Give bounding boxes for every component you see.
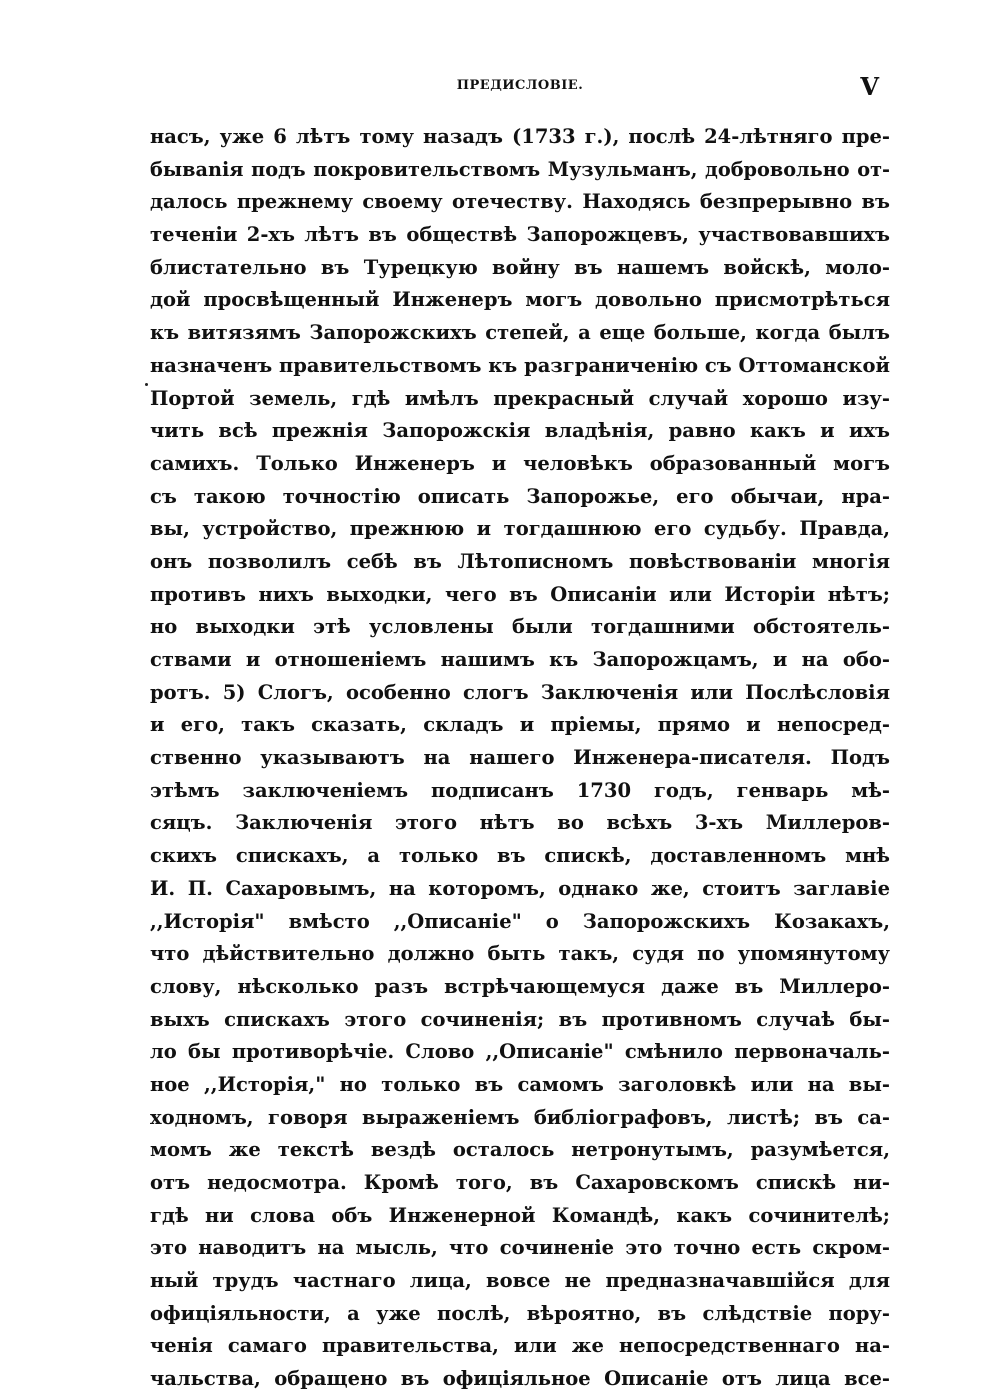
margin-mark [145,383,148,386]
text-line: противъ нихъ выходки, чего въ Описаніи или Исторіи нѣтъ; [150,582,890,606]
text-line: ствами и отношеніемъ нашимъ къ Запорожцамъ, и на обо- [150,648,890,671]
page-number: V [860,72,879,101]
text-line: блистательно въ Турецкую войну въ нашемъ войскѣ, моло- [150,255,890,279]
text-line: отъ недосмотра. Кромѣ того, въ Сахаровскомъ спискѣ ни- [150,1171,890,1194]
body-text [150,121,890,1396]
text-line: что дѣйствительно должно быть такъ, судя по упомянутому [150,942,890,966]
text-line: ное ,,Исторія," но только въ самомъ заголовкѣ или на вы- [150,1072,890,1096]
text-line: ло бы противорѣчіе. Слово ,,Описаніе" смѣнило первоначаль- [150,1040,890,1064]
text-line: ходномъ, говоря выраженіемъ библіографовъ, листѣ; въ са- [150,1105,890,1129]
text-line: чить всѣ прежнія Запорожскія владѣнія, равно какъ и ихъ [150,419,890,443]
text-line: ченія самаго правительства, или же непосредственнаго на- [150,1334,890,1358]
text-line: самихъ. Только Инженеръ и человѣкъ образованный могъ [150,451,890,475]
text-line: насъ, уже 6 лѣтъ тому назадъ (1733 г.), послѣ 24-лѣтняго пре- [150,125,890,148]
text-line: ,,Исторія" вмѣсто ,,Описаніе" о Запорожскихъ Козакахъ, [150,909,890,933]
text-line: ротъ. 5) Слогъ, особенно слогъ Заключенія или Послѣсловія [150,680,890,704]
text-line: дой просвѣщенный Инженеръ могъ довольно присмотрѣться [150,288,890,312]
text-line: И. П. Сахаровымъ, на которомъ, однако же, стоитъ заглавіе [150,876,890,900]
text-line: теченіи 2-хъ лѣтъ въ обществѣ Запорожцевъ, участвовавшихъ [150,223,890,247]
text-line: офиціяльности, а уже послѣ, вѣроятно, въ слѣдствіе пору- [150,1301,890,1325]
text-line: съ такою точностію описать Запорожье, его обычаи, нра- [150,484,890,508]
text-line: далось прежнему своему отечеству. Находясь безпрерывно въ [150,190,890,214]
text-line: Портой земель, гдѣ имѣлъ прекрасный случай хорошо изу- [150,386,890,410]
text-line: къ витязямъ Запорожскихъ степей, а еще больше, когда былъ [150,321,890,345]
text-line: чальства, обращено въ офиціяльное Описаніе отъ лица все- [150,1367,890,1391]
text-line: скихъ спискахъ, а только въ спискѣ, доставленномъ мнѣ [150,844,890,868]
text-line: момъ же текстѣ вездѣ осталось нетронутымъ, разумѣется, [150,1138,890,1162]
text-line: слову, нѣсколько разъ встрѣчающемуся даже въ Миллеро- [150,974,890,998]
text-line: и его, такъ сказать, складъ и пріемы, прямо и непосред- [150,713,890,737]
text-line: бываnія подъ покровительствомъ Музульманъ, добровольно от- [150,157,890,181]
text-line: ственно указываютъ на нашего Инженера-писателя. Подъ [150,746,890,770]
text-line: ный трудъ частнаго лица, вовсе не предназначавшійся для [150,1269,890,1293]
text-line: выхъ спискахъ этого сочиненія; въ противномъ случаѣ бы- [150,1007,890,1031]
running-title: ПРЕДИСЛОВІЕ. [456,78,584,93]
text-line: гдѣ ни слова объ Инженерной Командѣ, какъ сочинителѣ; [150,1203,890,1227]
text-line: этѣмъ заключеніемъ подписанъ 1730 годъ, генварь мѣ- [150,778,890,802]
text-line: вы, устройство, прежнюю и тогдашнюю его судьбу. Правда, [150,517,890,541]
text-line: это наводитъ на мысль, что сочиненіе это точно есть скром- [150,1236,890,1260]
text-line: назначенъ правительствомъ къ разграниченію съ Оттоманской [150,353,890,377]
text-line: онъ позволилъ себѣ въ Лѣтописномъ повѣствованіи многія [150,549,890,573]
text-line: сяцъ. Заключенія этого нѣтъ во всѣхъ 3-хъ Миллеров- [150,811,890,835]
running-head [155,74,885,104]
text-line: но выходки этѣ условлены были тогдашними обстоятель- [150,615,890,639]
